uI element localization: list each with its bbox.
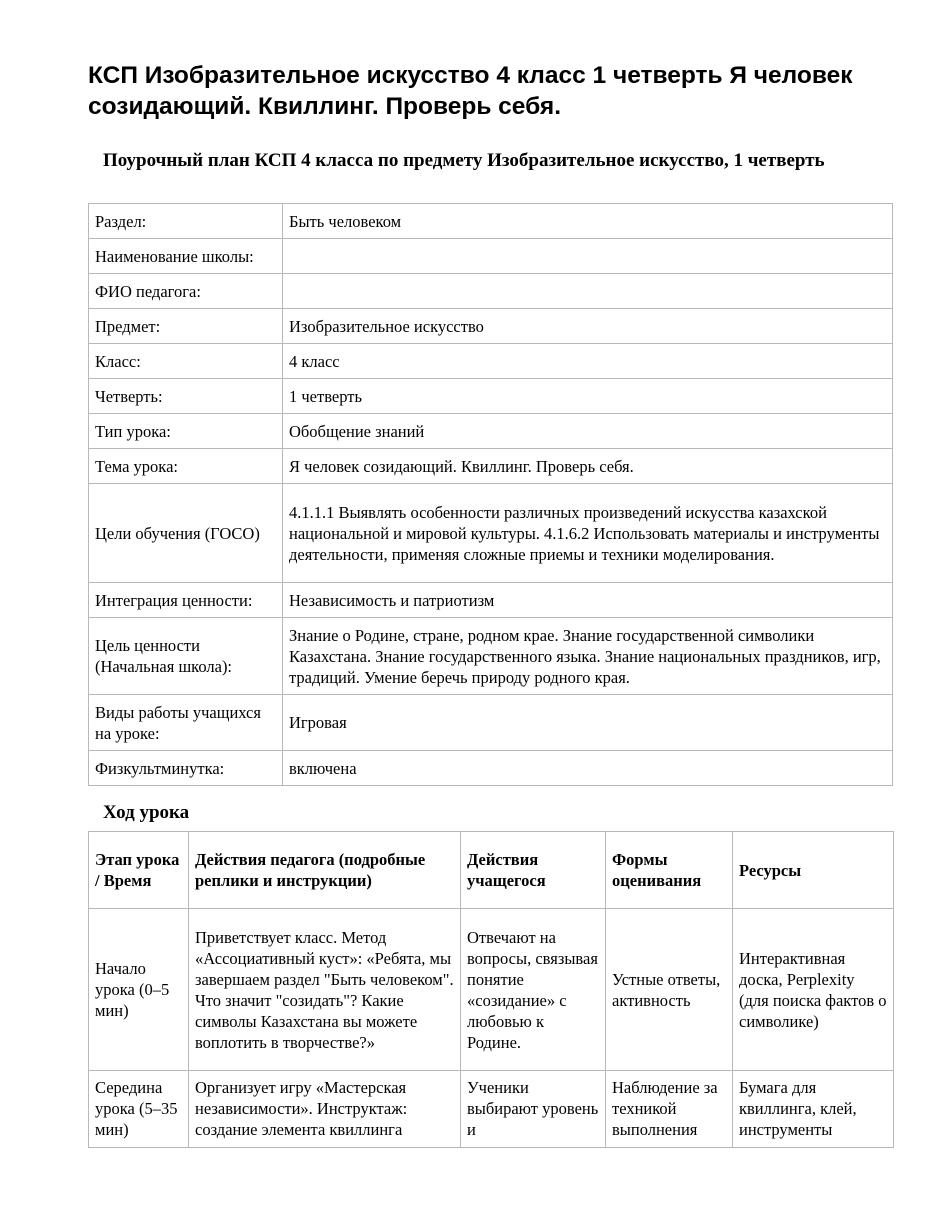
lesson-cell: Наблюдение за техникой выполнения [606, 1071, 733, 1148]
lesson-cell: Начало урока (0–5 мин) [89, 909, 189, 1071]
info-label: Предмет: [89, 309, 283, 344]
lesson-cell: Отвечают на вопросы, связывая понятие «созидание» с любовью к Родине. [461, 909, 606, 1071]
page-title: КСП Изобразительное искусство 4 класс 1 четверть Я человек созидающий. Квиллинг. Проверь себя. [88, 62, 853, 120]
info-value [283, 239, 893, 274]
lesson-cell: Ученики выбирают уровень и [461, 1071, 606, 1148]
lesson-cell: Устные ответы, активность [606, 909, 733, 1071]
info-label: Цель ценности (Начальная школа): [89, 618, 283, 695]
info-row [89, 695, 893, 751]
info-value: Я человек созидающий. Квиллинг. Проверь себя. [283, 449, 893, 484]
plan-subtitle: Поурочный план КСП 4 класса по предмету Изобразительное искусство, 1 четверть [103, 150, 825, 171]
lesson-cell: Приветствует класс. Метод «Ассоциативный куст»: «Ребята, мы завершаем раздел "Быть человеком". Что значит "созидать"? Какие символы Казахстана вы можете воплотить в творчестве?» [189, 909, 461, 1071]
info-row [89, 344, 893, 379]
lesson-header-row [89, 832, 894, 909]
info-label: Физкультминутка: [89, 751, 283, 786]
info-value: 4 класс [283, 344, 893, 379]
info-row [89, 449, 893, 484]
info-row [89, 751, 893, 786]
info-label: Наименование школы: [89, 239, 283, 274]
info-value: Независимость и патриотизм [283, 583, 893, 618]
info-label: Виды работы учащихся на уроке: [89, 695, 283, 751]
lesson-header-cell: Действия учащегося [461, 832, 606, 909]
lesson-cell: Интерактивная доска, Perplexity (для поиска фактов о символике) [733, 909, 894, 1071]
info-label: Интеграция ценности: [89, 583, 283, 618]
lesson-header-cell: Действия педагога (подробные реплики и инструкции) [189, 832, 461, 909]
info-label: Четверть: [89, 379, 283, 414]
info-row [89, 274, 893, 309]
lesson-header-cell: Этап урока / Время [89, 832, 189, 909]
lesson-heading: Ход урока [103, 802, 190, 823]
info-row [89, 379, 893, 414]
info-label: Тема урока: [89, 449, 283, 484]
info-row [89, 204, 893, 239]
lesson-cell: Середина урока (5–35 мин) [89, 1071, 189, 1148]
lesson-cell: Организует игру «Мастерская независимости». Инструктаж: создание элемента квиллинга [189, 1071, 461, 1148]
info-label: Класс: [89, 344, 283, 379]
info-row [89, 239, 893, 274]
info-value: Игровая [283, 695, 893, 751]
lesson-header-cell: Ресурсы [733, 832, 894, 909]
info-value: 4.1.1.1 Выявлять особенности различных произведений искусства казахской национальной и мировой культуры. 4.1.6.2 Использовать материалы и инструменты деятельности, применяя сложные приемы и техники моделирования. [283, 484, 893, 583]
info-value: Знание о Родине, стране, родном крае. Знание государственной символики Казахстана. Знание государственного языка. Знание национальных праздников, игр, традиций. Умение беречь природу родного края. [283, 618, 893, 695]
info-label: Раздел: [89, 204, 283, 239]
info-value: включена [283, 751, 893, 786]
info-value: Быть человеком [283, 204, 893, 239]
info-value: Изобразительное искусство [283, 309, 893, 344]
lesson-header-cell: Формы оценивания [606, 832, 733, 909]
info-value: Обобщение знаний [283, 414, 893, 449]
info-value: 1 четверть [283, 379, 893, 414]
info-row [89, 618, 893, 695]
lesson-table [88, 831, 894, 1148]
info-row [89, 414, 893, 449]
info-row [89, 583, 893, 618]
info-row [89, 484, 893, 583]
info-row [89, 309, 893, 344]
info-value [283, 274, 893, 309]
info-label: ФИО педагога: [89, 274, 283, 309]
info-label: Цели обучения (ГОСО) [89, 484, 283, 583]
lesson-row [89, 909, 894, 1071]
lesson-cell: Бумага для квиллинга, клей, инструменты [733, 1071, 894, 1148]
lesson-row [89, 1071, 894, 1148]
info-label: Тип урока: [89, 414, 283, 449]
info-table [88, 203, 893, 786]
